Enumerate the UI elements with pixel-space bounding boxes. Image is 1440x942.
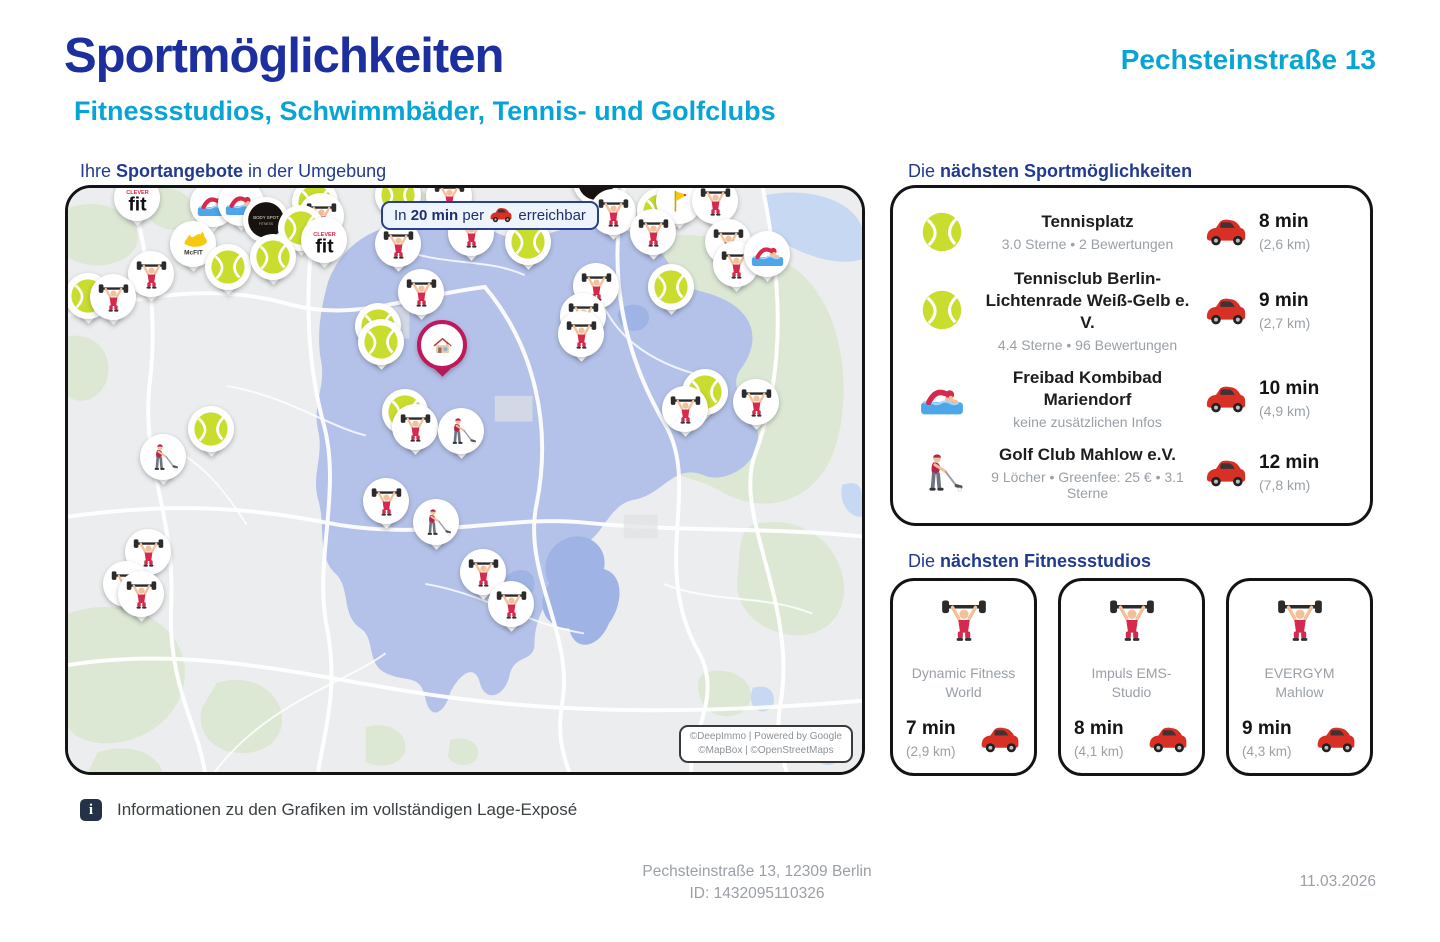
swimmer-icon [913, 377, 971, 421]
sports-heading-bold: nächsten Sportmöglichkeiten [940, 161, 1193, 181]
map-attribution [679, 725, 853, 763]
fitness-section-heading [908, 551, 1151, 572]
badge-suffix: erreichbar [514, 207, 586, 224]
map-heading-bold: Sportangebote [116, 161, 244, 181]
attribution-line-1: ©DeepImmo | Powered by Google [689, 731, 842, 742]
footer-address: Pechsteinstraße 13, 12309 Berlin [642, 863, 872, 880]
sports-heading-prefix: Die [908, 161, 941, 181]
drive-distance: (2,6 km) [1259, 236, 1311, 253]
page-title: Sportmöglichkeiten [64, 29, 504, 83]
footnote [80, 799, 577, 821]
map-section-heading [80, 161, 386, 182]
fitness-card [890, 578, 1037, 776]
car-icon [1147, 724, 1189, 754]
drive-time: 12 min [1259, 452, 1320, 474]
footer-date: 11.03.2026 [1299, 873, 1376, 890]
facility-name: Golf Club Mahlow e.V. [999, 444, 1176, 464]
car-icon [1204, 216, 1248, 247]
facility-info: 9 Löcher • Greenfee: 25 € • 3.1 Sterne [991, 469, 1184, 502]
map-canvas [65, 185, 865, 775]
facility-name: Tennisclub Berlin-Lichtenrade Weiß-Gelb e. V. [985, 268, 1190, 332]
sport-row-tennisplatz [893, 210, 1370, 254]
weightlifter-icon [1109, 597, 1155, 648]
info-icon: i [80, 799, 102, 821]
drive-distance: (2,7 km) [1259, 314, 1311, 331]
fitness-heading-bold: nächsten Fitnessstudios [940, 551, 1152, 571]
sports-section-heading [908, 161, 1192, 182]
drive-time: 10 min [1259, 378, 1320, 399]
drive-time: 8 min [1074, 718, 1124, 739]
attribution-line-2: ©MapBox | ©OpenStreetMaps [698, 745, 834, 756]
drive-distance: (7,8 km) [1259, 477, 1311, 494]
studio-name: Dynamic Fitness World [911, 665, 1016, 700]
drive-distance: (4,9 km) [1259, 403, 1311, 419]
drive-time: 8 min [1259, 211, 1309, 233]
sport-row-golfclub [893, 444, 1370, 501]
tennis-ball-icon [913, 288, 971, 332]
drive-distance: (4,1 km) [1074, 744, 1124, 759]
sport-row-tennisclub [893, 268, 1370, 353]
footer-address-block [557, 861, 957, 905]
badge-time: 20 min [410, 207, 459, 224]
map-heading-suffix: in der Umgebung [243, 161, 387, 181]
drive-time: 9 min [1242, 718, 1292, 739]
drive-time: 7 min [906, 718, 956, 739]
facility-name: Tennisplatz [1041, 212, 1134, 232]
footer-id: ID: 1432095110326 [689, 885, 825, 902]
tennis-ball-icon [913, 210, 971, 254]
badge-prefix: In [394, 207, 411, 224]
badge-mid: per [458, 207, 489, 224]
car-icon [489, 206, 513, 223]
car-icon [979, 724, 1021, 754]
golfer-icon [913, 451, 971, 495]
car-icon [1204, 295, 1248, 326]
map-heading-prefix: Ihre [80, 161, 117, 181]
property-address: Pechsteinstraße 13 [1120, 44, 1376, 75]
facility-name: Freibad Kombibad Mariendorf [1012, 367, 1163, 409]
facility-info: keine zusätzlichen Infos [1013, 414, 1162, 431]
facility-info: 3.0 Sterne • 2 Bewertungen [1001, 236, 1174, 253]
studio-name: EVERGYM Mahlow [1264, 665, 1335, 700]
drive-distance: (4,3 km) [1242, 744, 1292, 759]
fitness-cards [890, 578, 1373, 776]
facility-info: 4.4 Sterne • 96 Bewertungen [997, 337, 1178, 354]
sport-row-freibad [893, 367, 1370, 430]
car-icon [1315, 724, 1357, 754]
weightlifter-icon [1277, 597, 1323, 648]
weightlifter-icon [941, 597, 987, 648]
car-icon [1204, 383, 1248, 414]
page-subtitle: Fitnessstudios, Schwimmbäder, Tennis- und Golfclubs [74, 96, 776, 126]
nearest-sports-panel [890, 185, 1373, 526]
studio-name: Impuls EMS-Studio [1091, 665, 1172, 700]
footnote-text: Informationen zu den Grafiken im vollständigen Lage-Exposé [117, 800, 578, 819]
car-icon [1204, 457, 1248, 488]
fitness-card [1058, 578, 1205, 776]
drive-time: 9 min [1259, 289, 1309, 311]
reachability-badge [381, 201, 599, 230]
fitness-card [1226, 578, 1373, 776]
drive-distance: (2,9 km) [906, 744, 956, 759]
fitness-heading-prefix: Die [908, 551, 941, 571]
